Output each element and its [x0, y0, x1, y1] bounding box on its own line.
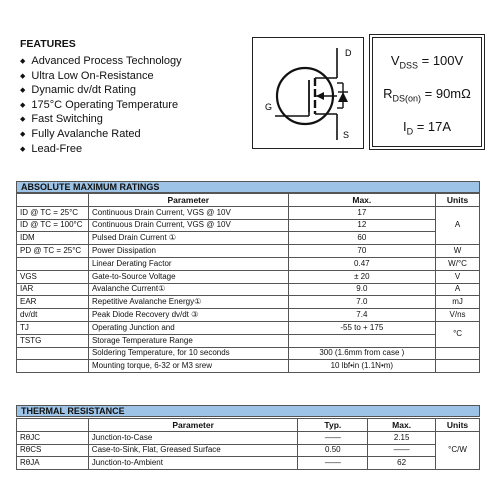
abs-max-table	[16, 193, 480, 373]
table-row: dv/dt Peak Diode Recovery dv/dt ③ 7.4 V/ns	[17, 309, 480, 322]
drain-label: D	[345, 48, 352, 58]
thermal-table	[16, 418, 480, 470]
feature-item: ◆ Fast Switching	[20, 113, 245, 128]
table-header-row: Parameter Typ. Max. Units	[17, 419, 480, 432]
table-row: VGS Gate-to-Source Voltage ± 20 V	[17, 270, 480, 283]
feature-item: ◆ Lead-Free	[20, 143, 245, 158]
feature-item: ◆ Ultra Low On-Resistance	[20, 70, 245, 85]
gate-label: G	[265, 102, 273, 112]
feature-item: ◆ Advanced Process Technology	[20, 55, 245, 70]
table-row: TSTG Storage Temperature Range	[17, 334, 480, 347]
rdson-spec: $R_{DS(on)} = 90m\Omega$	[383, 86, 471, 104]
table-row: PD @ TC = 25°C Power Dissipation 70 W	[17, 245, 480, 258]
table-row: TJ Operating Junction and -55 to + 175 °C	[17, 321, 480, 334]
table-row: ID @ TC = 100°C Continuous Drain Current, VGS @ 10V 12	[17, 219, 480, 232]
table-header-row: Parameter Max. Units	[17, 194, 480, 207]
table-row: RθJA Junction-to-Ambient —— 62	[17, 457, 480, 470]
table-row: RθCS Case-to-Sink, Flat, Greased Surface 0.50 ——	[17, 444, 480, 457]
feature-item: ◆ Dynamic dv/dt Rating	[20, 84, 245, 99]
mosfet-symbol-box	[252, 37, 364, 149]
table-row: IDM Pulsed Drain Current ① 60	[17, 232, 480, 245]
table-row: ID @ TC = 25°C Continuous Drain Current, VGS @ 10V 17 A	[17, 206, 480, 219]
source-label: S	[343, 130, 350, 140]
table-row: IAR Avalanche Current① 9.0 A	[17, 283, 480, 296]
table-row: Linear Derating Factor 0.47 W/°C	[17, 257, 480, 270]
features-title: FEATURES	[20, 38, 76, 50]
vdss-spec: $V_{DSS} = 100V$	[390, 53, 464, 71]
abs-max-title: ABSOLUTE MAXIMUM RATINGS	[16, 181, 480, 193]
mosfet-symbol-icon	[253, 38, 363, 148]
table-row: RθJC Junction-to-Case —— 2.15 °C/W	[17, 431, 480, 444]
table-row: EAR Repetitive Avalanche Energy① 7.0 mJ	[17, 296, 480, 309]
features-section	[20, 38, 245, 157]
features-list	[20, 55, 245, 157]
id-spec: $I_D = 17A$	[402, 119, 452, 137]
feature-item: ◆ 175°C Operating Temperature	[20, 99, 245, 114]
key-specs-box	[372, 37, 482, 147]
feature-item: ◆ Fully Avalanche Rated	[20, 128, 245, 143]
table-row: Soldering Temperature, for 10 seconds 300 (1.6mm from case )	[17, 347, 480, 360]
thermal-title: THERMAL RESISTANCE	[16, 405, 480, 417]
table-row: Mounting torque, 6-32 or M3 srew 10 lbf•in (1.1N•m)	[17, 360, 480, 373]
